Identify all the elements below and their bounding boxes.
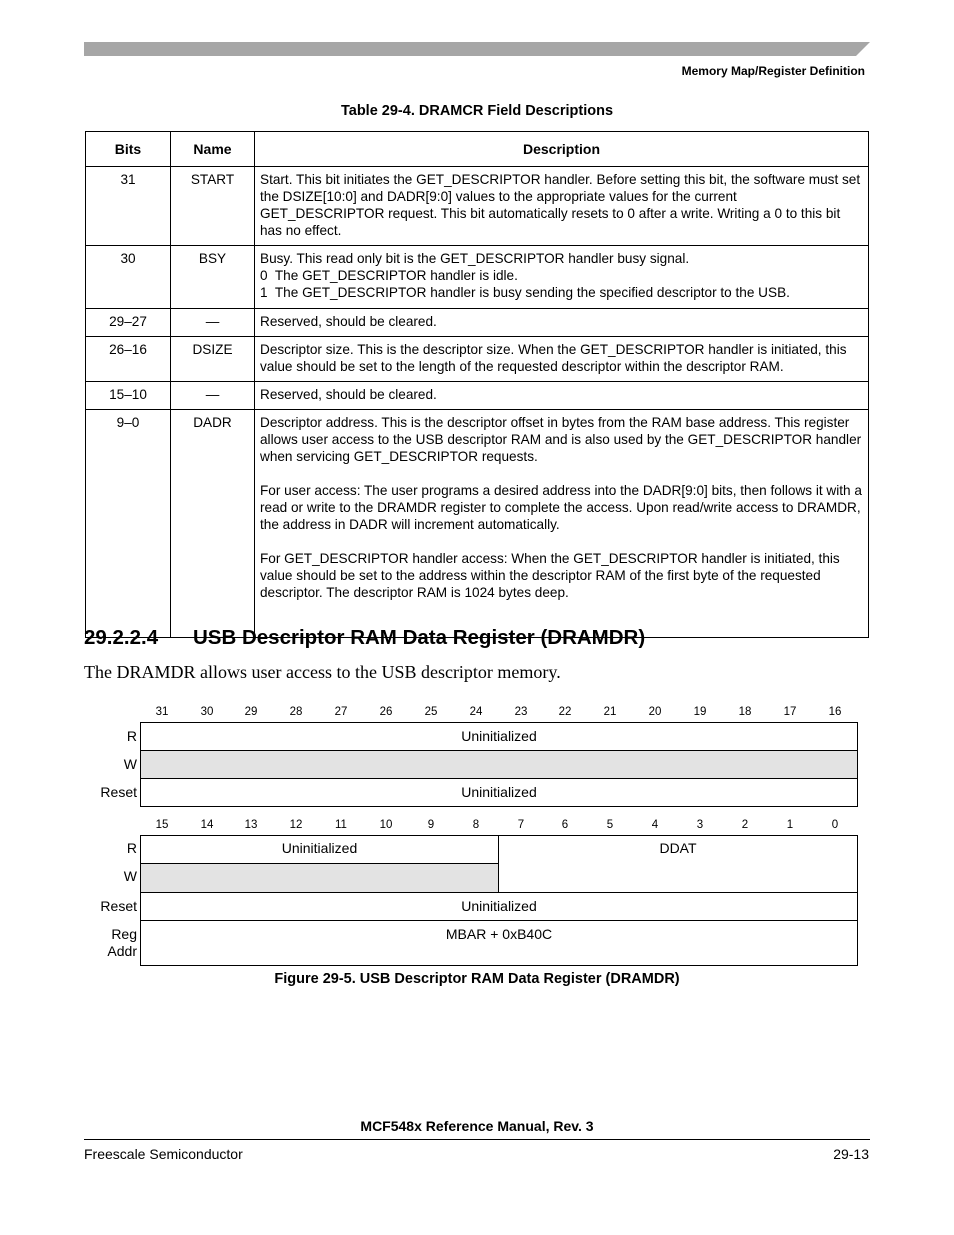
bits-cell: 15–10 — [86, 382, 171, 410]
description-cell — [255, 337, 869, 382]
table-row — [86, 167, 869, 246]
bit-number: 31 — [155, 706, 169, 718]
row-label-reg-addr — [0, 926, 137, 960]
row-label-reg: Reg — [111, 926, 137, 942]
name-cell: — — [171, 309, 255, 337]
bit-number: 12 — [289, 819, 303, 831]
row-label-read: R — [126, 840, 137, 856]
header-bar — [84, 42, 870, 56]
description-paragraph: For GET_DESCRIPTOR handler access: When the GET_DESCRIPTOR handler is initiated, this value should be set to the address within the descriptor RAM of the first byte of the requested descriptor. The descriptor RAM is 1024 bytes deep. — [260, 551, 840, 600]
column-header-bits: Bits — [86, 132, 171, 167]
bit-number: 7 — [517, 819, 525, 831]
lower-reset-field: Uninitialized — [140, 892, 858, 921]
section-title: USB Descriptor RAM Data Register (DRAMDR) — [193, 626, 646, 649]
description-paragraph: For user access: The user programs a desired address into the DADR[9:0] bits, then follows it with a read or write to the DRAMDR register to complete the access. Upon read/write access to DRAMDR, the address in DADR will increment automatically. — [260, 483, 862, 532]
description-cell — [255, 167, 869, 246]
upper-bit-numbers — [140, 706, 858, 720]
table-row — [86, 410, 869, 638]
table-header-row — [86, 132, 869, 167]
bit-number: 5 — [606, 819, 614, 831]
bit-number: 30 — [200, 706, 214, 718]
bit-number: 20 — [648, 706, 662, 718]
upper-write-field — [140, 750, 858, 779]
bits-cell: 29–27 — [86, 309, 171, 337]
row-label-addr: Addr — [107, 943, 137, 959]
bit-number: 14 — [200, 819, 214, 831]
figure-caption: Figure 29-5. USB Descriptor RAM Data Register (DRAMDR) — [274, 971, 680, 987]
bit-number: 8 — [472, 819, 480, 831]
description-line: Busy. This read only bit is the GET_DESCRIPTOR handler busy signal. — [260, 251, 690, 266]
table-row — [86, 309, 869, 337]
running-head: Memory Map/Register Definition — [681, 64, 865, 78]
page-number: 29-13 — [833, 1146, 869, 1162]
bits-cell: 26–16 — [86, 337, 171, 382]
row-label-write: W — [123, 868, 137, 884]
table-row — [86, 246, 869, 309]
bit-number: 28 — [289, 706, 303, 718]
lower-write-field-high — [140, 863, 499, 893]
bits-cell: 9–0 — [86, 410, 171, 638]
bit-number: 21 — [603, 706, 617, 718]
bit-number: 13 — [244, 819, 258, 831]
name-cell: START — [171, 167, 255, 246]
bit-number: 19 — [693, 706, 707, 718]
section-number: 29.2.2.4 — [84, 626, 159, 649]
bit-number: 3 — [696, 819, 704, 831]
footer-manual-title: MCF548x Reference Manual, Rev. 3 — [360, 1118, 594, 1134]
lower-read-field-high: Uninitialized — [140, 835, 499, 864]
bit-number: 22 — [558, 706, 572, 718]
bit-number: 6 — [561, 819, 569, 831]
bit-number: 15 — [155, 819, 169, 831]
bit-number: 16 — [828, 706, 842, 718]
bit-number: 26 — [379, 706, 393, 718]
bit-number: 17 — [783, 706, 797, 718]
bit-number: 4 — [651, 819, 659, 831]
bit-number: 2 — [741, 819, 749, 831]
description-paragraph: Reserved, should be cleared. — [260, 387, 437, 402]
description-line: 1 The GET_DESCRIPTOR handler is busy sending the specified descriptor to the USB. — [260, 285, 790, 300]
bit-number: 25 — [424, 706, 438, 718]
table-row — [86, 337, 869, 382]
bit-number: 0 — [831, 819, 839, 831]
column-header-name: Name — [171, 132, 255, 167]
table-caption: Table 29-4. DRAMCR Field Descriptions — [340, 103, 614, 119]
ddat-field: DDAT — [498, 835, 858, 893]
column-header-description: Description — [255, 132, 869, 167]
bits-cell: 30 — [86, 246, 171, 309]
name-cell: BSY — [171, 246, 255, 309]
lower-bit-numbers — [140, 819, 858, 833]
bits-cell: 31 — [86, 167, 171, 246]
description-paragraph: Descriptor size. This is the descriptor size. When the GET_DESCRIPTOR handler is initiated, this value should be set to the length of the requested descriptor within the descriptor RAM. — [260, 342, 847, 374]
row-label-read: R — [126, 728, 137, 744]
upper-read-field: Uninitialized — [140, 722, 858, 751]
footer-company: Freescale Semiconductor — [84, 1146, 243, 1162]
description-paragraph: Start. This bit initiates the GET_DESCRIPTOR handler. Before setting this bit, the software must set the DSIZE[10:0] and DADR[9:0] values to the appropriate values for the current GET_DESCRIPTOR request. This bit automatically resets to 0 after a write. Writing a 0 to this bit has no effect. — [260, 172, 861, 238]
field-descriptions-table — [85, 131, 869, 638]
table-row — [86, 382, 869, 410]
bit-number: 29 — [244, 706, 258, 718]
register-address-field: MBAR + 0xB40C — [140, 920, 858, 966]
description-paragraph: Descriptor address. This is the descriptor offset in bytes from the RAM base address. This register allows user access to the USB descriptor RAM and is also used by the GET_DESCRIPTOR handler when servicing GET_DESCRIPTOR requests. — [260, 415, 862, 464]
section-heading — [84, 626, 645, 650]
bit-number: 24 — [469, 706, 483, 718]
row-label-reset: Reset — [100, 784, 137, 800]
description-cell — [255, 410, 869, 638]
upper-reset-field: Uninitialized — [140, 778, 858, 807]
bit-number: 18 — [738, 706, 752, 718]
description-cell — [255, 382, 869, 410]
footer-divider — [84, 1139, 870, 1140]
bit-number: 10 — [379, 819, 393, 831]
description-paragraph: Reserved, should be cleared. — [260, 314, 437, 329]
name-cell: DADR — [171, 410, 255, 638]
name-cell: DSIZE — [171, 337, 255, 382]
name-cell: — — [171, 382, 255, 410]
intro-paragraph: The DRAMDR allows user access to the USB descriptor memory. — [84, 662, 561, 682]
description-cell — [255, 309, 869, 337]
bit-number: 23 — [514, 706, 528, 718]
description-line: 0 The GET_DESCRIPTOR handler is idle. — [260, 268, 518, 283]
row-label-reset: Reset — [100, 898, 137, 914]
bit-number: 1 — [786, 819, 794, 831]
bit-number: 11 — [335, 819, 347, 831]
bit-number: 27 — [334, 706, 348, 718]
row-label-write: W — [123, 756, 137, 772]
bit-number: 9 — [427, 819, 435, 831]
description-cell — [255, 246, 869, 309]
